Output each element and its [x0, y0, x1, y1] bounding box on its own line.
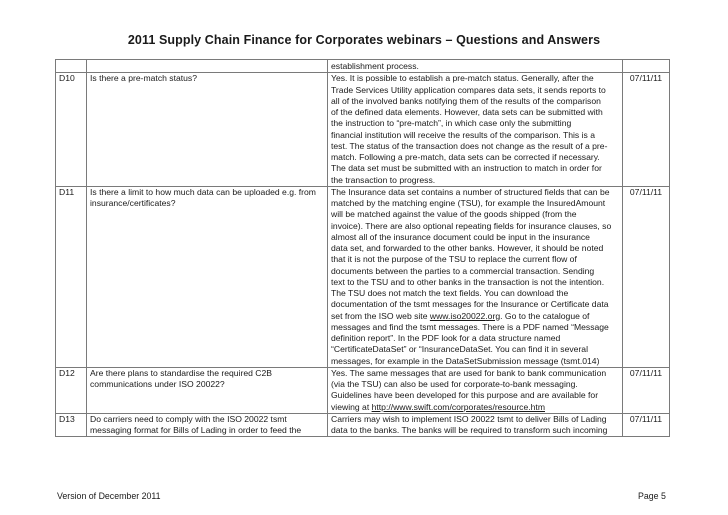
- table-row: [56, 367, 670, 413]
- answer-line: of the defined data elements. However, data sets can be submitted with: [331, 107, 603, 117]
- answer-cell: [328, 413, 623, 437]
- answer-line: The TSU does not match the text fields. You can download the: [331, 288, 569, 298]
- answer-cell: [328, 73, 623, 187]
- answer-line: establishment process.: [331, 61, 419, 71]
- answer-cell: [328, 186, 623, 367]
- footer-version: Version of December 2011: [57, 491, 161, 501]
- answer-cell: [328, 367, 623, 413]
- footer-page-number: Page 5: [638, 491, 666, 501]
- answer-line: messages, for example in the DataSetSubmission message (tsmt.014): [331, 355, 600, 366]
- answer-line: data set, and forwarded to the other banks. However, it should be noted: [331, 243, 604, 253]
- answer-date: 07/11/11: [623, 413, 670, 437]
- answer-line: definition report”. In the PDF look for a data structure named: [331, 333, 561, 343]
- answer-cell: [328, 60, 623, 73]
- answer-line: all of the involved banks notifying them of the results of the comparison: [331, 95, 601, 106]
- answer-line: “CertificateDataSet” or “InsuranceDataSet. You can find it in several: [331, 344, 588, 355]
- date-cell: [623, 60, 670, 73]
- question-text: Is there a limit to how much data can be uploaded e.g. from insurance/certificates?: [87, 186, 328, 367]
- url-link[interactable]: http://www.swift.com/corporates/resource.htm: [371, 401, 545, 412]
- answer-line: text to the TSU and to other banks in the transaction is not the intention.: [331, 276, 605, 287]
- question-id: D11: [56, 186, 87, 367]
- answer-date: 07/11/11: [623, 73, 670, 187]
- answer-line: invoice). There are also optional repeating fields for insurance clauses, so: [331, 220, 612, 231]
- answer-line: matched by the matching engine (TSU), for example the InsuredAmount: [331, 198, 606, 208]
- document-title: 2011 Supply Chain Finance for Corporates webinars – Questions and Answers: [127, 33, 601, 47]
- question-text: Do carriers need to comply with the ISO 20022 tsmt messaging format for Bills of Lading in order to feed the: [87, 413, 328, 437]
- table-row: [56, 186, 670, 367]
- question-cell: [87, 60, 328, 73]
- answer-date: 07/11/11: [623, 367, 670, 413]
- answer-line: (via the TSU) can also be used for corporate-to-bank messaging.: [331, 379, 578, 389]
- answer-line: The Insurance data set contains a number of structured fields that can be: [331, 186, 610, 197]
- question-id: D10: [56, 73, 87, 187]
- answer-line: Trade Services Utility application compares data sets, it sends reports to: [331, 84, 606, 95]
- table-row: [56, 60, 670, 73]
- table-row: [56, 413, 670, 437]
- answer-line: almost all of the insurance document could be input in the insurance: [331, 231, 590, 242]
- answer-line: that it is not the purpose of the TSU to replace the current flow of: [331, 254, 577, 265]
- answer-line: documents between the parties to a commercial transaction. Sending: [331, 265, 595, 276]
- answer-line: documentation of the tsmt messages for the Insurance or Certificate data: [331, 299, 609, 310]
- answer-line: The data set must be submitted with an instruction to match in order for: [331, 163, 602, 174]
- answer-line: Yes. It is possible to establish a pre-match status. Generally, after the: [331, 73, 594, 84]
- answer-line: test. The status of the transaction does not change as the result of a pre-: [331, 140, 608, 151]
- question-text: Are there plans to standardise the required C2B communications under ISO 20022?: [87, 367, 328, 413]
- answer-line: Guidelines have been developed for this purpose and are available for: [331, 390, 599, 401]
- question-id: D12: [56, 367, 87, 413]
- answer-date: 07/11/11: [623, 186, 670, 367]
- answer-line: the instruction to “pre-match”, in which case only the submitting: [331, 118, 572, 129]
- answer-line: set from the ISO web site www.iso20022.org. Go to the catalogue of: [331, 310, 590, 321]
- answer-line: messages and find the tsmt messages. There is a PDF named “Message: [331, 321, 609, 332]
- answer-line: viewing at http://www.swift.com/corporates/resource.htm: [331, 401, 545, 412]
- answer-line: financial institution will receive the results of the comparison. This is a: [331, 129, 595, 140]
- qa-table: [55, 59, 670, 437]
- question-id: D13: [56, 413, 87, 437]
- answer-line: Yes. The same messages that are used for bank to bank communication: [331, 367, 607, 378]
- url-link[interactable]: www.iso20022.org: [429, 310, 501, 321]
- answer-line: Carriers may wish to implement ISO 20022 tsmt to deliver Bills of Lading: [331, 413, 607, 424]
- id-cell: [56, 60, 87, 73]
- answer-line: will be matched against the value of the goods shipped (from the: [331, 209, 577, 220]
- table-row: [56, 73, 670, 187]
- question-text: Is there a pre-match status?: [87, 73, 328, 187]
- answer-line: data to the banks. The banks will be required to transform such incoming: [331, 425, 608, 435]
- answer-line: match. Following a pre-match, data sets can be corrected if necessary.: [331, 152, 600, 162]
- answer-line: the transaction to progress.: [331, 174, 436, 185]
